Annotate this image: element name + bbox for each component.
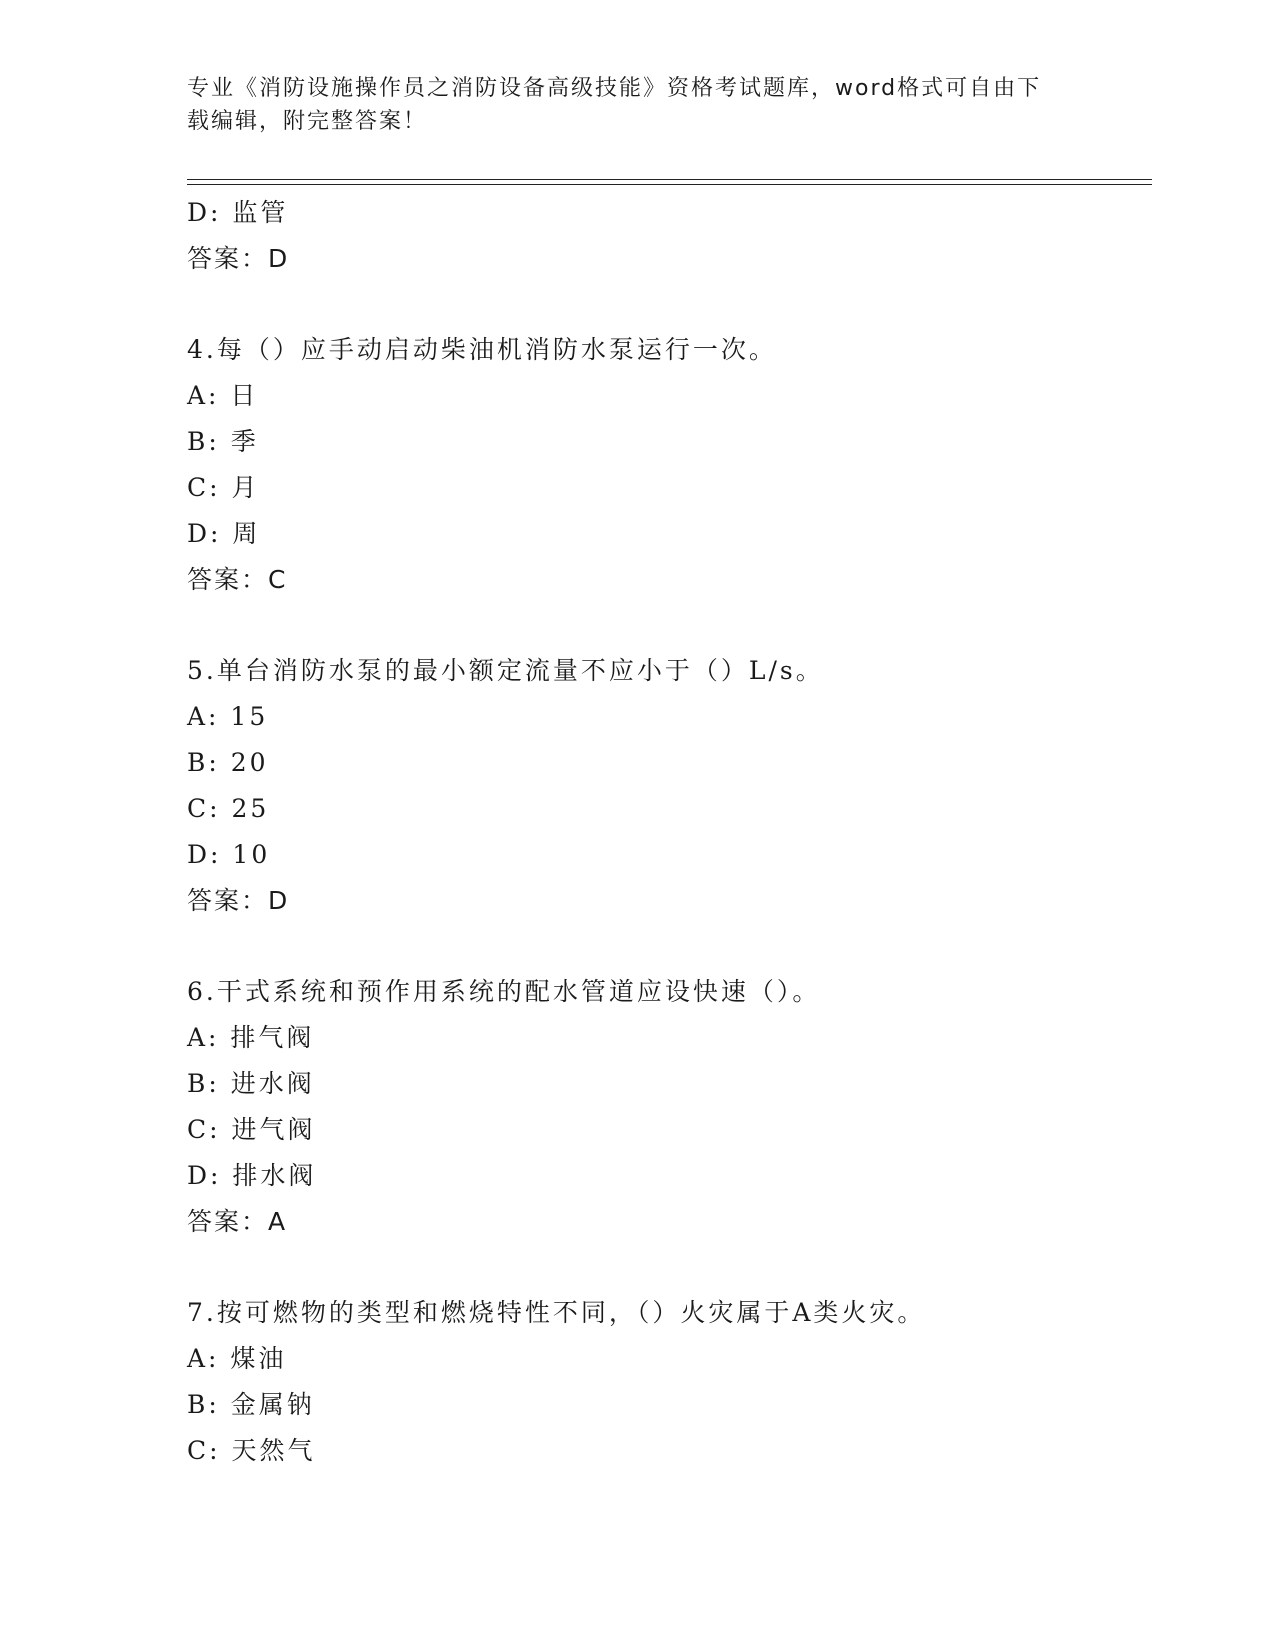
option-a: A: 煤油 bbox=[187, 1344, 287, 1373]
question-block-6 bbox=[187, 969, 1152, 1245]
question-block-4 bbox=[187, 327, 1152, 603]
header-line-2: 载编辑，附完整答案！ bbox=[187, 109, 428, 134]
answer-line: 答案：D bbox=[187, 886, 290, 915]
option-c: C: 月 bbox=[187, 473, 260, 502]
question-stem: 5.单台消防水泵的最小额定流量不应小于（）L/s。 bbox=[187, 656, 824, 685]
header-divider-top bbox=[187, 179, 1152, 180]
question-stem: 7.按可燃物的类型和燃烧特性不同，（）火灾属于A类火灾。 bbox=[187, 1298, 926, 1327]
header-divider-bottom bbox=[187, 184, 1152, 185]
spacer bbox=[187, 282, 1152, 327]
document-header bbox=[187, 72, 1067, 138]
option-b: B: 金属钠 bbox=[187, 1390, 315, 1419]
option-b: B: 季 bbox=[187, 427, 259, 456]
option-d: D: 排水阀 bbox=[187, 1161, 317, 1190]
question-block-7 bbox=[187, 1290, 1152, 1474]
option-a: A: 日 bbox=[187, 381, 259, 410]
option-b: B: 20 bbox=[187, 748, 269, 777]
option-d: D: 10 bbox=[187, 840, 271, 869]
option-b: B: 进水阀 bbox=[187, 1069, 315, 1098]
option-d: D: 周 bbox=[187, 519, 261, 548]
option-c: C: 进气阀 bbox=[187, 1115, 316, 1144]
option-d: D: 监管 bbox=[187, 198, 289, 227]
option-c: C: 25 bbox=[187, 794, 270, 823]
option-a: A: 排气阀 bbox=[187, 1023, 315, 1052]
question-list bbox=[187, 190, 1152, 1474]
spacer bbox=[187, 924, 1152, 969]
header-line-1: 专业《消防设施操作员之消防设备高级技能》资格考试题库，word格式可自由下 bbox=[187, 76, 1042, 101]
answer-line: 答案：C bbox=[187, 565, 288, 594]
question-stem: 4.每（）应手动启动柴油机消防水泵运行一次。 bbox=[187, 335, 777, 364]
option-c: C: 天然气 bbox=[187, 1436, 316, 1465]
option-a: A: 15 bbox=[187, 702, 269, 731]
question-stem: 6.干式系统和预作用系统的配水管道应设快速（）。 bbox=[187, 977, 821, 1006]
spacer bbox=[187, 1245, 1152, 1290]
answer-line: 答案：D bbox=[187, 244, 290, 273]
question-block-5 bbox=[187, 648, 1152, 924]
answer-line: 答案：A bbox=[187, 1207, 288, 1236]
spacer bbox=[187, 603, 1152, 648]
question-block-3 bbox=[187, 190, 1152, 282]
